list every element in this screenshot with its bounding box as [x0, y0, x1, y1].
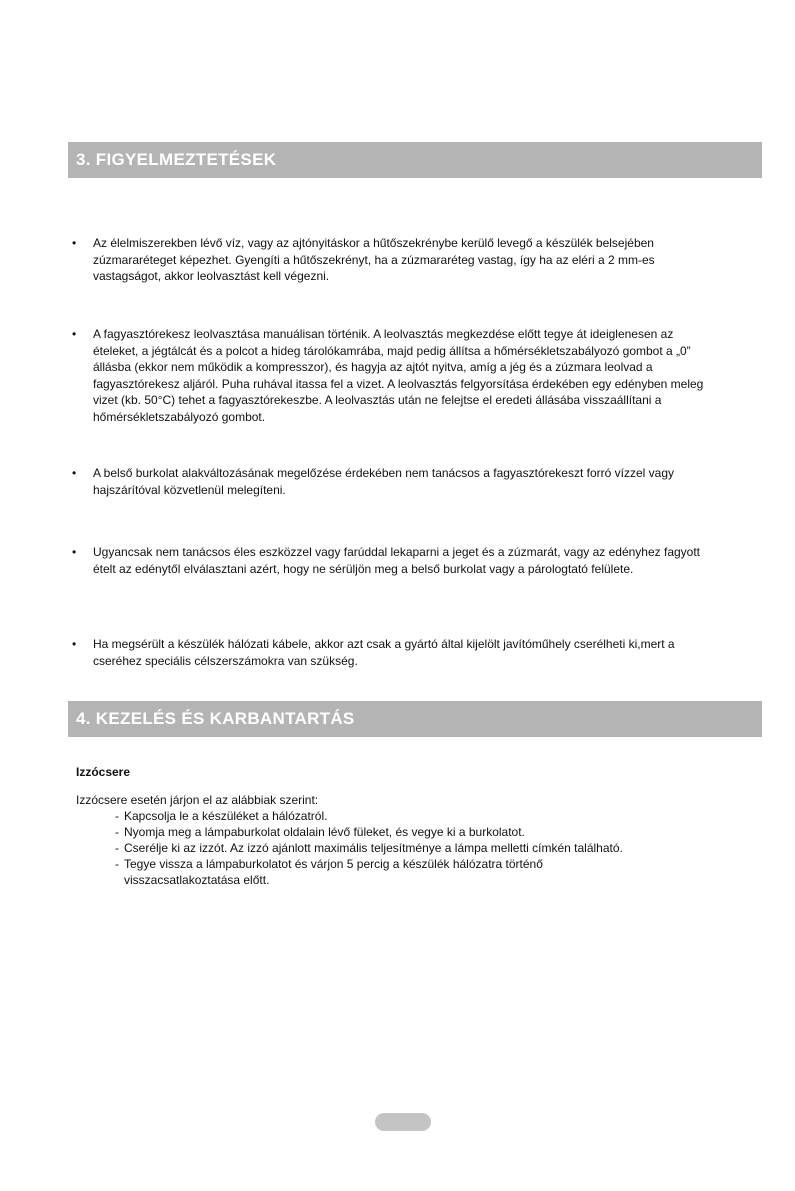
section-3-heading: 3. FIGYELMEZTETÉSEK	[68, 142, 762, 178]
warning-bullet-2	[72, 326, 722, 425]
bullet-marker: •	[72, 466, 77, 480]
step-text: Tegye vissza a lámpaburkolatot és várjon 5 percig a készülék hálózatra történő visszacsatlakoztatása előtt.	[124, 857, 543, 887]
bullet-marker: •	[72, 545, 77, 559]
warning-text-5: Ha megsérült a készülék hálózati kábele, akkor azt csak a gyártó által kijelölt javítóműhely cserélheti ki,mert a cseréhez speciális célszerszámokra van szükség.	[93, 637, 675, 668]
step-marker: -	[115, 809, 119, 823]
step-item	[76, 824, 766, 840]
step-text: Kapcsolja le a készüléket a hálózatról.	[124, 809, 328, 823]
step-marker: -	[115, 841, 119, 855]
bulb-replacement-steps	[76, 808, 766, 888]
step-item	[76, 856, 766, 888]
step-text: Nyomja meg a lámpaburkolat oldalain lévő füleket, és vegye ki a burkolatot.	[124, 825, 525, 839]
step-marker: -	[115, 857, 119, 871]
step-item	[76, 840, 766, 856]
warning-text-2: A fagyasztórekesz leolvasztása manuálisan történik. A leolvasztás megkezdése előtt tegye át ideiglenesen az ételeket, a jégtálcát és a polcot a hideg tárolókamrába, majd pedig állítsa a hőmérsékletszabályozó gombot a „0” állásba (ekkor nem működik a kompresszor), és hagyja az ajtót nyitva, amíg a jég és a zúzmara leolvad a fagyasztórekesz aljáról. Puha ruhával itassa fel a vizet. A leolvasztás felgyorsítása érdekében egy edényben meleg vizet (kb. 50°C) tehet a fagyasztórekeszbe. A leolvasztás után ne felejtse el eredeti állásába visszaállítani a hőmérsékletszabályozó gombot.	[93, 327, 704, 424]
bullet-marker: •	[72, 327, 77, 341]
bulb-replacement-subheading: Izzócsere	[76, 765, 131, 779]
warning-text-4: Ugyancsak nem tanácsos éles eszközzel vagy farúddal lekaparni a jeget és a zúzmarát, vagy az edényhez fagyott ételt az edénytől elválasztani azért, hogy ne sérüljön meg a belső burkolat vagy a párologtató felülete.	[93, 545, 701, 576]
section-4-heading: 4. KEZELÉS ÉS KARBANTARTÁS	[68, 701, 762, 737]
warning-bullet-4	[72, 544, 722, 577]
bullet-marker: •	[72, 236, 77, 250]
page-number-pill	[375, 1113, 431, 1131]
warning-bullet-3	[72, 465, 722, 498]
step-marker: -	[115, 825, 119, 839]
warning-bullet-1	[72, 235, 722, 285]
warning-text-1: Az élelmiszerekben lévő víz, vagy az ajtónyitáskor a hűtőszekrénybe kerülő levegő a készülék belsejében zúzmararéteget képezhet. Gyengíti a hűtőszekrényt, ha a zúzmararéteg vastag, így ha az eléri a 2 mm-es vastagságot, akkor leolvasztást kell végezni.	[93, 236, 655, 283]
warning-text-3: A belső burkolat alakváltozásának megelőzése érdekében nem tanácsos a fagyasztórekeszt forró vízzel vagy hajszárítóval közvetlenül melegíteni.	[93, 466, 674, 497]
bullet-marker: •	[72, 637, 77, 651]
bulb-replacement-intro: Izzócsere esetén járjon el az alábbiak szerint:	[76, 793, 319, 807]
warning-bullet-5	[72, 636, 722, 669]
step-item	[76, 808, 766, 824]
step-text: Cserélje ki az izzót. Az izzó ajánlott maximális teljesítménye a lámpa melletti címkén található.	[124, 841, 623, 855]
